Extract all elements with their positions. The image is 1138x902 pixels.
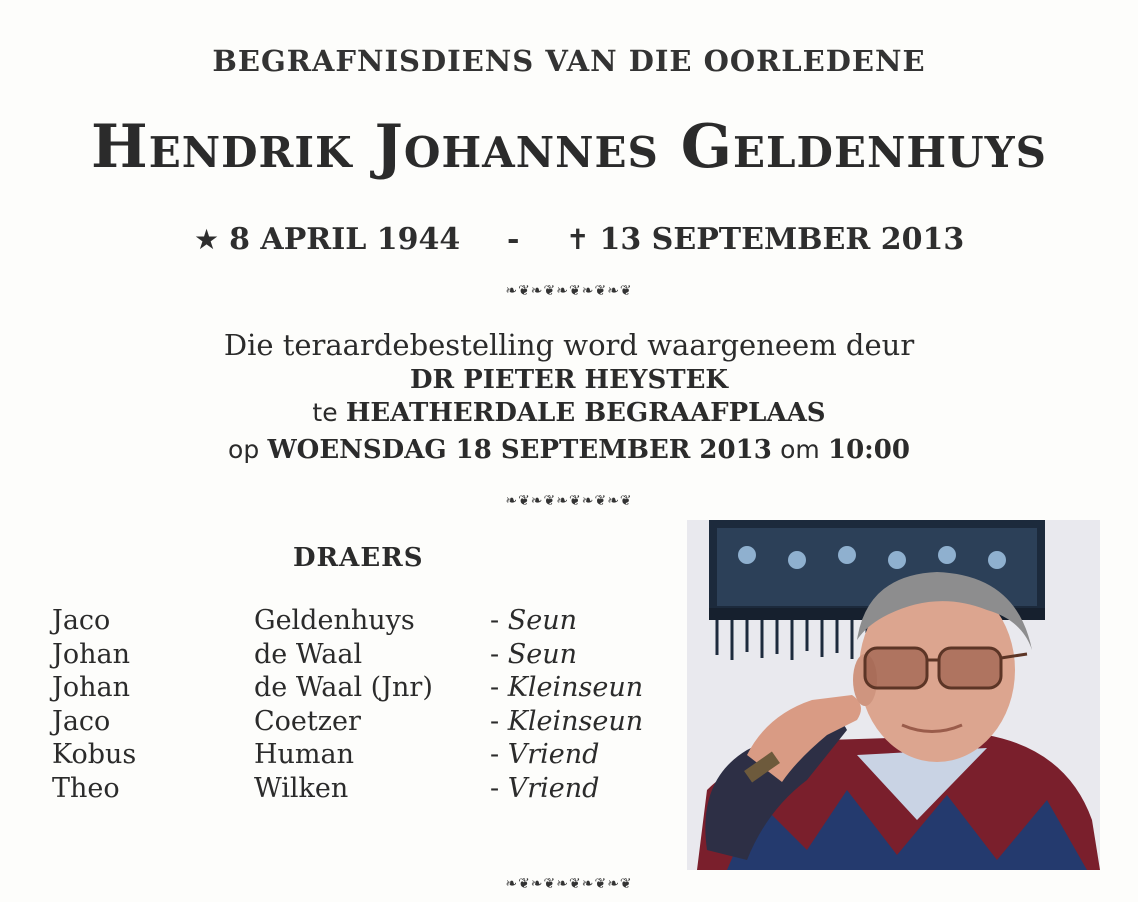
bearer-relation-text: Kleinseun (507, 672, 644, 703)
bearers-heading: DRAERS (293, 543, 424, 573)
venue-name: HEATHERDALE BEGRAAFPLAAS (345, 398, 826, 428)
bearer-surname: Geldenhuys (254, 605, 415, 636)
bearer-relation-text: Seun (507, 605, 577, 636)
bearer-relation: - Kleinseun (490, 672, 644, 703)
bearer-first-name: Johan (52, 672, 130, 703)
bearer-row (52, 605, 692, 639)
bearer-relation: - Vriend (490, 739, 600, 770)
death-date (566, 222, 964, 257)
bearer-first-name: Theo (52, 772, 120, 804)
bearer-row (52, 672, 692, 706)
bearer-relation: - Vriend (490, 772, 600, 804)
birth-date (194, 222, 460, 257)
ornament-divider: ❧❦❧❦❧❦❧❦❧❦ (505, 876, 633, 892)
venue-line (0, 398, 1138, 428)
deceased-name: Hendrik Johannes Geldenhuys (91, 112, 1047, 182)
bearer-row (52, 739, 692, 773)
bearer-relation-text: Kleinseun (507, 705, 644, 737)
ornament-divider: ❧❦❧❦❧❦❧❦❧❦ (505, 493, 633, 509)
officiant-name: DR PIETER HEYSTEK (409, 365, 729, 395)
star-icon: ★ (194, 223, 220, 256)
bearer-first-name: Jaco (52, 705, 111, 737)
birth-date-text: 8 APRIL 1944 (229, 222, 461, 257)
bearer-relation: - Kleinseun (490, 705, 644, 737)
bearer-surname: de Waal (254, 638, 363, 670)
bearer-relation-text: Vriend (507, 739, 600, 770)
service-intro: Die teraardebestelling word waargeneem deur (223, 328, 915, 362)
bearer-row (52, 773, 692, 807)
ornament-divider: ❧❦❧❦❧❦❧❦❧❦ (505, 283, 633, 299)
bearer-relation: - Seun (490, 605, 577, 636)
date-separator: - (507, 222, 520, 257)
service-date: WOENSDAG 18 SEPTEMBER 2013 (267, 435, 772, 465)
venue-prefix: te (312, 398, 338, 427)
bearer-surname: Coetzer (254, 705, 361, 737)
cross-icon: ✝ (566, 223, 590, 256)
bearer-first-name: Kobus (52, 739, 137, 770)
bearer-row (52, 639, 692, 673)
bearers-list (52, 605, 692, 806)
time-prefix: om (780, 435, 820, 464)
bearer-relation-text: Seun (507, 638, 577, 670)
bearer-first-name: Jaco (52, 605, 111, 636)
date-time-line (0, 435, 1138, 465)
death-date-text: 13 SEPTEMBER 2013 (599, 222, 965, 257)
bearer-surname: Wilken (254, 772, 349, 804)
bearer-surname: de Waal (Jnr) (254, 672, 433, 703)
bearer-relation: - Seun (490, 638, 577, 670)
portrait-photo (687, 520, 1100, 870)
service-time: 10:00 (827, 435, 910, 465)
bearer-relation-text: Vriend (507, 772, 600, 804)
date-prefix: op (228, 435, 260, 464)
bearer-first-name: Johan (52, 638, 130, 670)
life-dates (0, 222, 1138, 266)
bearer-surname: Human (254, 739, 355, 770)
notice-heading: BEGRAFNISDIENS VAN DIE OORLEDENE (212, 44, 926, 78)
bearer-row (52, 706, 692, 740)
portrait-illustration (687, 520, 1100, 870)
